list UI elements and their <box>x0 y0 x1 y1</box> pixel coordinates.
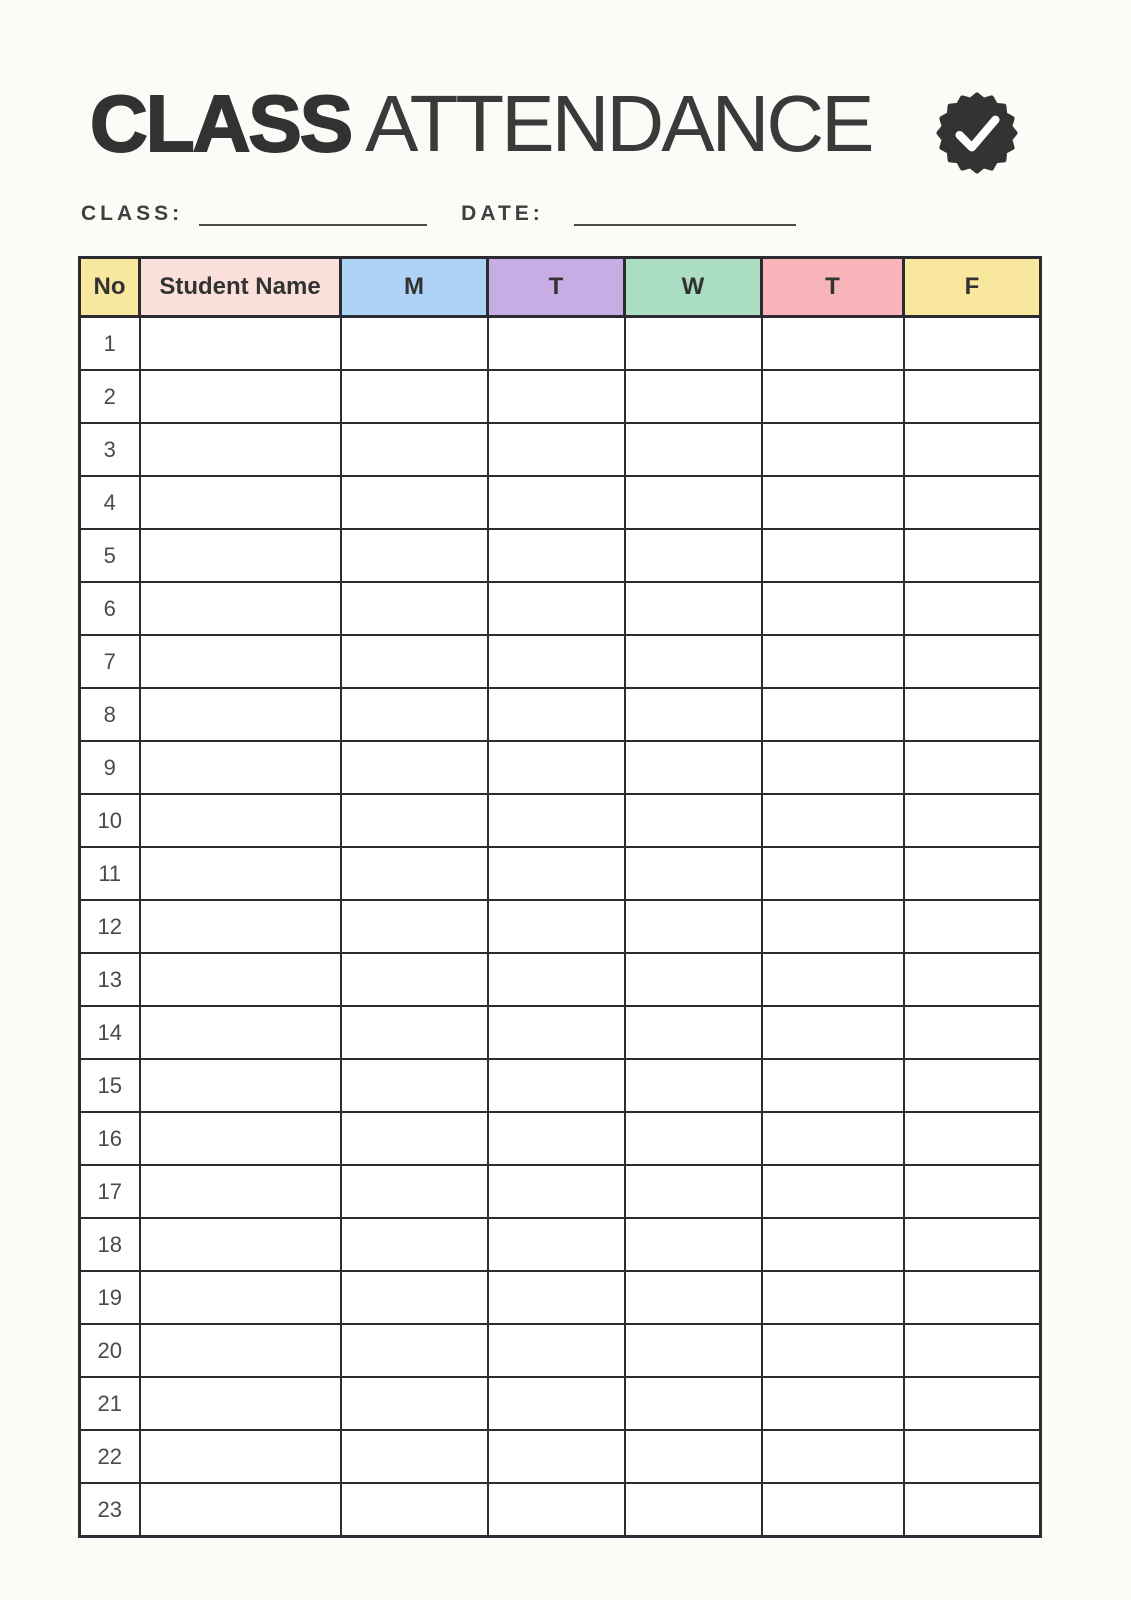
friday-cell <box>904 1430 1041 1483</box>
page-title-regular: ATTENDANCE <box>365 79 872 168</box>
row-number-cell: 10 <box>80 794 140 847</box>
student-name-cell <box>140 1271 341 1324</box>
thursday-cell <box>762 317 904 371</box>
student-name-cell <box>140 1483 341 1537</box>
table-row <box>80 1271 1041 1324</box>
thursday-cell <box>762 1324 904 1377</box>
friday-cell <box>904 1112 1041 1165</box>
thursday-cell <box>762 953 904 1006</box>
friday-cell <box>904 794 1041 847</box>
table-row <box>80 953 1041 1006</box>
wednesday-cell <box>625 1377 762 1430</box>
monday-cell <box>341 1324 488 1377</box>
wednesday-cell <box>625 529 762 582</box>
column-header-tuesday: T <box>488 258 625 317</box>
student-name-cell <box>140 1324 341 1377</box>
tuesday-cell <box>488 1271 625 1324</box>
student-name-cell <box>140 847 341 900</box>
wednesday-cell <box>625 1006 762 1059</box>
friday-cell <box>904 1377 1041 1430</box>
table-row <box>80 635 1041 688</box>
student-name-cell <box>140 635 341 688</box>
monday-cell <box>341 688 488 741</box>
wednesday-cell <box>625 794 762 847</box>
student-name-cell <box>140 370 341 423</box>
wednesday-cell <box>625 953 762 1006</box>
row-number-cell: 8 <box>80 688 140 741</box>
thursday-cell <box>762 370 904 423</box>
table-row <box>80 370 1041 423</box>
wednesday-cell <box>625 1165 762 1218</box>
row-number-cell: 12 <box>80 900 140 953</box>
tuesday-cell <box>488 423 625 476</box>
student-name-cell <box>140 529 341 582</box>
column-header-friday: F <box>904 258 1041 317</box>
monday-cell <box>341 741 488 794</box>
tuesday-cell <box>488 476 625 529</box>
row-number-cell: 21 <box>80 1377 140 1430</box>
row-number-cell: 9 <box>80 741 140 794</box>
row-number-cell: 19 <box>80 1271 140 1324</box>
friday-cell <box>904 1006 1041 1059</box>
row-number-cell: 15 <box>80 1059 140 1112</box>
monday-cell <box>341 476 488 529</box>
monday-cell <box>341 900 488 953</box>
student-name-cell <box>140 1006 341 1059</box>
monday-cell <box>341 1165 488 1218</box>
wednesday-cell <box>625 582 762 635</box>
friday-cell <box>904 900 1041 953</box>
thursday-cell <box>762 741 904 794</box>
row-number-cell: 3 <box>80 423 140 476</box>
tuesday-cell <box>488 317 625 371</box>
page-title <box>90 79 872 168</box>
wednesday-cell <box>625 741 762 794</box>
student-name-cell <box>140 1112 341 1165</box>
friday-cell <box>904 1324 1041 1377</box>
check-seal-icon <box>936 92 1018 174</box>
thursday-cell <box>762 423 904 476</box>
table-row <box>80 1483 1041 1537</box>
monday-cell <box>341 847 488 900</box>
monday-cell <box>341 953 488 1006</box>
table-row <box>80 688 1041 741</box>
friday-cell <box>904 635 1041 688</box>
thursday-cell <box>762 529 904 582</box>
wednesday-cell <box>625 317 762 371</box>
monday-cell <box>341 1059 488 1112</box>
table-row <box>80 529 1041 582</box>
friday-cell <box>904 1165 1041 1218</box>
thursday-cell <box>762 1006 904 1059</box>
tuesday-cell <box>488 1324 625 1377</box>
table-row <box>80 1006 1041 1059</box>
wednesday-cell <box>625 688 762 741</box>
thursday-cell <box>762 635 904 688</box>
student-name-cell <box>140 688 341 741</box>
tuesday-cell <box>488 1112 625 1165</box>
row-number-cell: 6 <box>80 582 140 635</box>
table-row <box>80 1165 1041 1218</box>
tuesday-cell <box>488 1430 625 1483</box>
tuesday-cell <box>488 794 625 847</box>
thursday-cell <box>762 1218 904 1271</box>
monday-cell <box>341 317 488 371</box>
tuesday-cell <box>488 1059 625 1112</box>
student-name-cell <box>140 423 341 476</box>
row-number-cell: 16 <box>80 1112 140 1165</box>
monday-cell <box>341 1006 488 1059</box>
tuesday-cell <box>488 688 625 741</box>
row-number-cell: 18 <box>80 1218 140 1271</box>
wednesday-cell <box>625 1112 762 1165</box>
friday-cell <box>904 1271 1041 1324</box>
row-number-cell: 2 <box>80 370 140 423</box>
table-row <box>80 794 1041 847</box>
row-number-cell: 5 <box>80 529 140 582</box>
class-label: CLASS: <box>81 202 184 225</box>
friday-cell <box>904 741 1041 794</box>
row-number-cell: 1 <box>80 317 140 371</box>
table-row <box>80 1112 1041 1165</box>
form-row <box>81 196 796 228</box>
thursday-cell <box>762 1430 904 1483</box>
thursday-cell <box>762 1165 904 1218</box>
table-row <box>80 1430 1041 1483</box>
student-name-cell <box>140 317 341 371</box>
tuesday-cell <box>488 1218 625 1271</box>
friday-cell <box>904 423 1041 476</box>
friday-cell <box>904 317 1041 371</box>
row-number-cell: 7 <box>80 635 140 688</box>
thursday-cell <box>762 1059 904 1112</box>
tuesday-cell <box>488 953 625 1006</box>
friday-cell <box>904 688 1041 741</box>
thursday-cell <box>762 582 904 635</box>
friday-cell <box>904 529 1041 582</box>
table-row <box>80 900 1041 953</box>
table-row <box>80 1377 1041 1430</box>
friday-cell <box>904 1059 1041 1112</box>
thursday-cell <box>762 794 904 847</box>
table-row <box>80 1059 1041 1112</box>
thursday-cell <box>762 1271 904 1324</box>
row-number-cell: 23 <box>80 1483 140 1537</box>
column-header-wednesday: W <box>625 258 762 317</box>
tuesday-cell <box>488 582 625 635</box>
student-name-cell <box>140 1059 341 1112</box>
thursday-cell <box>762 688 904 741</box>
student-name-cell <box>140 900 341 953</box>
friday-cell <box>904 1218 1041 1271</box>
table-row <box>80 476 1041 529</box>
row-number-cell: 17 <box>80 1165 140 1218</box>
monday-cell <box>341 1377 488 1430</box>
student-name-cell <box>140 476 341 529</box>
tuesday-cell <box>488 1165 625 1218</box>
student-name-cell <box>140 1377 341 1430</box>
monday-cell <box>341 1271 488 1324</box>
table-row <box>80 582 1041 635</box>
attendance-table <box>78 256 1042 1538</box>
friday-cell <box>904 370 1041 423</box>
row-number-cell: 14 <box>80 1006 140 1059</box>
tuesday-cell <box>488 847 625 900</box>
row-number-cell: 13 <box>80 953 140 1006</box>
student-name-cell <box>140 1430 341 1483</box>
class-blank-line <box>199 200 427 226</box>
thursday-cell <box>762 1377 904 1430</box>
monday-cell <box>341 423 488 476</box>
wednesday-cell <box>625 1324 762 1377</box>
monday-cell <box>341 582 488 635</box>
friday-cell <box>904 1483 1041 1537</box>
monday-cell <box>341 370 488 423</box>
column-header-student-name: Student Name <box>140 258 341 317</box>
friday-cell <box>904 847 1041 900</box>
column-header-no: No <box>80 258 140 317</box>
wednesday-cell <box>625 1271 762 1324</box>
tuesday-cell <box>488 900 625 953</box>
student-name-cell <box>140 953 341 1006</box>
student-name-cell <box>140 794 341 847</box>
row-number-cell: 22 <box>80 1430 140 1483</box>
tuesday-cell <box>488 1006 625 1059</box>
table-row <box>80 741 1041 794</box>
table-row <box>80 423 1041 476</box>
table-header-row <box>80 258 1041 317</box>
friday-cell <box>904 582 1041 635</box>
monday-cell <box>341 1430 488 1483</box>
table-body <box>80 317 1041 1537</box>
date-blank-line <box>574 200 796 226</box>
thursday-cell <box>762 900 904 953</box>
page-title-bold: CLASS <box>90 79 352 168</box>
tuesday-cell <box>488 529 625 582</box>
row-number-cell: 20 <box>80 1324 140 1377</box>
column-header-monday: M <box>341 258 488 317</box>
wednesday-cell <box>625 1218 762 1271</box>
tuesday-cell <box>488 1377 625 1430</box>
student-name-cell <box>140 1165 341 1218</box>
tuesday-cell <box>488 1483 625 1537</box>
friday-cell <box>904 476 1041 529</box>
wednesday-cell <box>625 476 762 529</box>
monday-cell <box>341 1218 488 1271</box>
monday-cell <box>341 635 488 688</box>
monday-cell <box>341 529 488 582</box>
tuesday-cell <box>488 370 625 423</box>
tuesday-cell <box>488 741 625 794</box>
friday-cell <box>904 953 1041 1006</box>
monday-cell <box>341 794 488 847</box>
row-number-cell: 11 <box>80 847 140 900</box>
table-row <box>80 847 1041 900</box>
table-row <box>80 1324 1041 1377</box>
thursday-cell <box>762 476 904 529</box>
tuesday-cell <box>488 635 625 688</box>
student-name-cell <box>140 741 341 794</box>
table-row <box>80 1218 1041 1271</box>
student-name-cell <box>140 1218 341 1271</box>
date-label: DATE: <box>461 202 544 225</box>
table-row <box>80 317 1041 371</box>
monday-cell <box>341 1483 488 1537</box>
thursday-cell <box>762 1112 904 1165</box>
column-header-thursday: T <box>762 258 904 317</box>
wednesday-cell <box>625 1059 762 1112</box>
student-name-cell <box>140 582 341 635</box>
wednesday-cell <box>625 1483 762 1537</box>
wednesday-cell <box>625 370 762 423</box>
wednesday-cell <box>625 847 762 900</box>
wednesday-cell <box>625 635 762 688</box>
thursday-cell <box>762 847 904 900</box>
row-number-cell: 4 <box>80 476 140 529</box>
thursday-cell <box>762 1483 904 1537</box>
wednesday-cell <box>625 423 762 476</box>
wednesday-cell <box>625 1430 762 1483</box>
wednesday-cell <box>625 900 762 953</box>
monday-cell <box>341 1112 488 1165</box>
